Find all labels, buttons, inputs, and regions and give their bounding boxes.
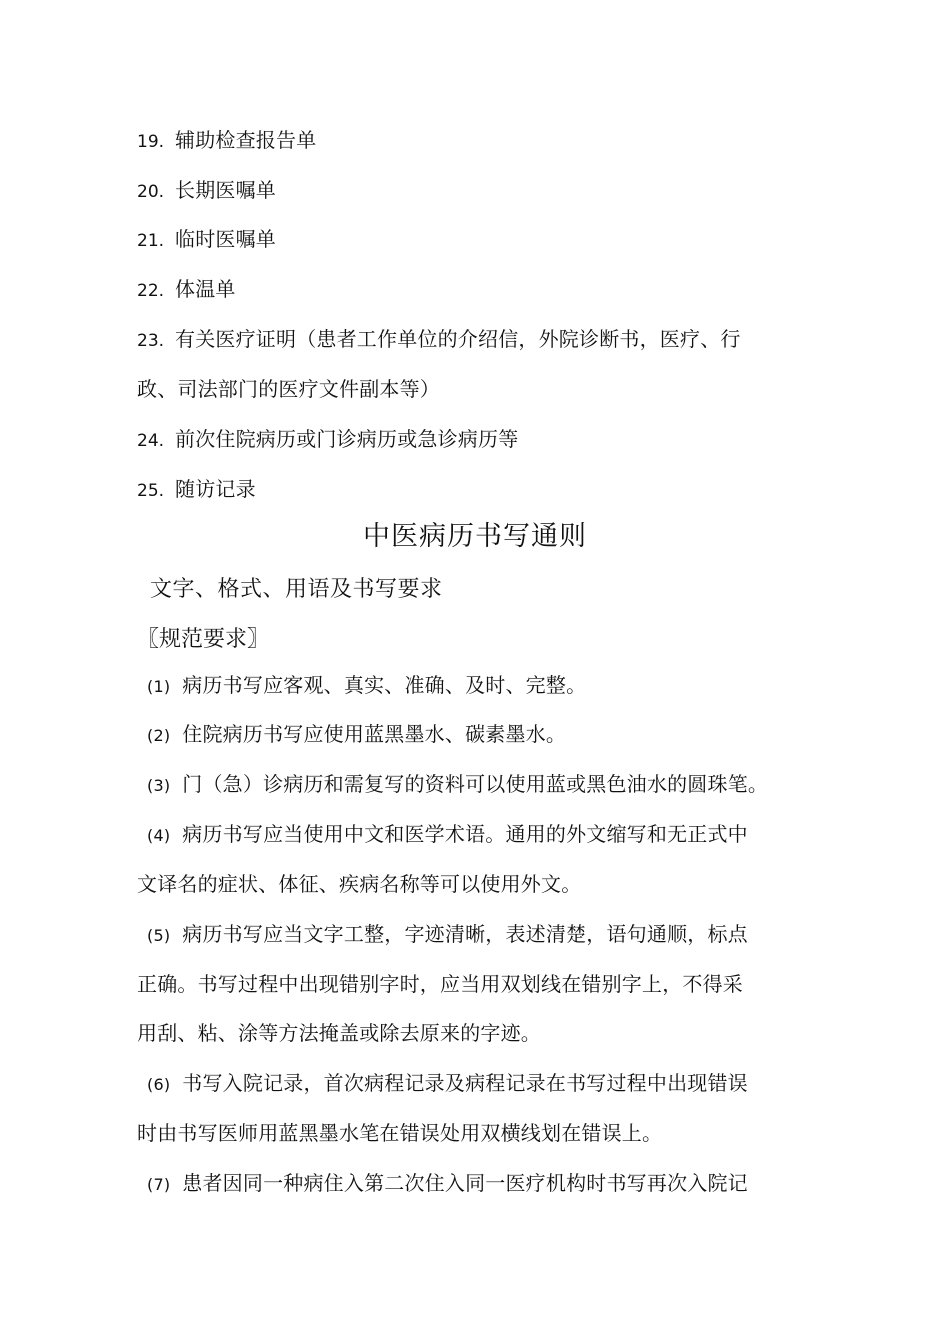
requirement-text: 书写入院记录，首次病程记录及病程记录在书写过程中出现错误 <box>182 1071 748 1095</box>
list-item-text: 前次住院病历或门诊病历或急诊病历等 <box>175 427 519 451</box>
list-item-continuation: 政、司法部门的医疗文件副本等） <box>137 377 440 401</box>
requirement-item <box>137 821 748 849</box>
list-item-text: 随访记录 <box>175 477 256 501</box>
requirement-item <box>137 771 768 799</box>
list-item <box>137 326 741 354</box>
requirement-text: 病历书写应当文字工整，字迹清晰，表述清楚，语句通顺，标点 <box>182 922 748 946</box>
section-label: 〖规范要求〗 <box>137 627 270 652</box>
requirement-number: (6) <box>147 1075 171 1094</box>
requirement-text: 门（急）诊病历和需复写的资料可以使用蓝或黑色油水的圆珠笔。 <box>182 772 769 796</box>
requirement-item <box>137 1070 748 1098</box>
requirement-item <box>137 921 748 949</box>
requirement-number: (3) <box>147 776 171 795</box>
list-item-number: 25. <box>137 481 165 501</box>
list-item-text: 辅助检查报告单 <box>175 128 317 152</box>
requirement-item <box>137 672 586 700</box>
section-subheading: 文字、格式、用语及书写要求 <box>150 577 443 602</box>
list-item-number: 24. <box>137 431 165 451</box>
list-item <box>137 127 316 155</box>
requirement-text: 病历书写应当使用中文和医学术语。通用的外文缩写和无正式中 <box>182 822 748 846</box>
requirement-continuation: 正确。书写过程中出现错别字时，应当用双划线在错别字上，不得采 <box>137 972 743 996</box>
list-item-number: 20. <box>137 182 165 202</box>
requirement-item <box>137 1170 748 1198</box>
requirement-number: (2) <box>147 726 171 745</box>
requirement-text: 患者因同一种病住入第二次住入同一医疗机构时书写再次入院记 <box>182 1171 748 1195</box>
list-item <box>137 276 236 304</box>
list-item-number: 23. <box>137 331 165 351</box>
list-item-text: 临时医嘱单 <box>175 227 276 251</box>
requirement-continuation: 时由书写医师用蓝黑墨水笔在错误处用双横线划在错误上。 <box>137 1121 663 1145</box>
list-item-number: 21. <box>137 231 165 251</box>
requirement-continuation: 文译名的症状、体征、疾病名称等可以使用外文。 <box>137 872 582 896</box>
list-item <box>137 426 518 454</box>
list-item <box>137 177 276 205</box>
list-item-number: 22. <box>137 281 165 301</box>
requirement-text: 病历书写应客观、真实、准确、及时、完整。 <box>182 673 587 697</box>
requirement-number: (4) <box>147 826 171 845</box>
list-item-text: 长期医嘱单 <box>175 178 276 202</box>
requirement-continuation: 用刮、粘、涂等方法掩盖或除去原来的字迹。 <box>137 1021 541 1045</box>
requirement-item <box>137 721 566 749</box>
list-item <box>137 476 256 504</box>
requirement-text: 住院病历书写应使用蓝黑墨水、碳素墨水。 <box>182 722 567 746</box>
requirement-number: (7) <box>147 1175 171 1194</box>
requirement-number: (1) <box>147 677 171 696</box>
list-item-text: 体温单 <box>175 277 236 301</box>
list-item <box>137 226 276 254</box>
list-item-text: 有关医疗证明（患者工作单位的介绍信，外院诊断书，医疗、行 <box>175 327 741 351</box>
document-title: 中医病历书写通则 <box>363 521 587 552</box>
requirement-number: (5) <box>147 926 171 945</box>
list-item-number: 19. <box>137 132 165 152</box>
